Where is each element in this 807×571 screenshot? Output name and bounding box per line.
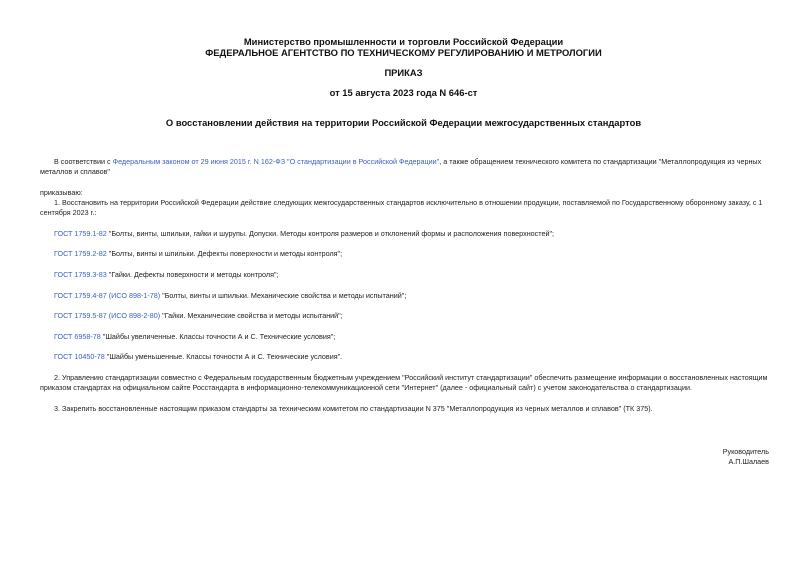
standard-link[interactable]: ГОСТ 6958-78 — [54, 332, 101, 341]
standard-title: "Болты, винты и шпильки. Дефекты поверхности и методы контроля"; — [106, 249, 343, 258]
standard-item — [54, 352, 342, 362]
standard-title: "Гайки. Механические свойства и методы испытаний"; — [160, 311, 343, 320]
intro-suffix: , а также обращением технического комитета по стандартизации "Металлопродукция из черных металлов и сплавов" — [40, 157, 762, 176]
standard-title: "Болты, винты и шпильки. Механические свойства и методы испытаний"; — [160, 291, 407, 300]
standard-title: "Шайбы уменьшенные. Классы точности А и С. Технические условия". — [104, 352, 343, 361]
agency-name: ФЕДЕРАЛЬНОЕ АГЕНТСТВО ПО ТЕХНИЧЕСКОМУ РЕГУЛИРОВАНИЮ И МЕТРОЛОГИИ — [205, 47, 602, 58]
ministry-name: Министерство промышленности и торговли Российской Федерации — [243, 36, 564, 47]
standard-link[interactable]: ГОСТ 1759.4-87 (ИСО 898-1-78) — [54, 291, 161, 300]
intro-paragraph — [40, 157, 780, 177]
order-date: от 15 августа 2023 года N 646-ст — [329, 87, 478, 98]
standard-link[interactable]: ГОСТ 1759.5-87 (ИСО 898-2-80) — [54, 311, 161, 320]
prikazyvayu-text: приказываю: — [40, 188, 83, 197]
standard-item — [54, 229, 554, 239]
order-subject: О восстановлении действия на территории Российской Федерации межгосударственных стандартов — [165, 117, 642, 128]
intro-prefix: В соответствии с — [54, 157, 113, 166]
standard-item — [54, 311, 343, 321]
standard-title: "Гайки. Дефекты поверхности и методы контроля"; — [106, 270, 279, 279]
standard-link[interactable]: ГОСТ 1759.2-82 — [54, 249, 107, 258]
standard-title: "Болты, винты, шпильки, гайки и шурупы. Допуски. Методы контроля размеров и отклонений формы и расположения поверхностей"; — [106, 229, 555, 238]
standard-item — [54, 291, 406, 301]
standard-item — [54, 270, 279, 280]
item-1-paragraph: 1. Восстановить на территории Российской Федерации действие следующих межгосударственных стандартов исключительно в отношении продукции, поставляемой по Государственному оборонному заказу, с 1 сентября 2023 г.: — [40, 198, 763, 217]
standard-item — [54, 332, 335, 342]
item-2-paragraph: 2. Управлению стандартизации совместно с Федеральным государственным бюджетным учреждением "Российский институт стандартизации" обеспечить размещение информации о восстановленных настоящим приказом стандартах на официальном сайте Росстандарта в информационно-телекоммуникационной сети "Интернет" (далее - официальный сайт) с учетом законодательства о стандартизации. — [40, 373, 768, 392]
item-3-paragraph: 3. Закрепить восстановленные настоящим приказом стандарты за техническим комитетом по стандартизации N 375 "Металлопродукция из черных металлов и сплавов" (ТК 375). — [54, 404, 653, 413]
standard-item — [54, 249, 342, 259]
signatory-name: А.П.Шалаев — [728, 457, 769, 466]
standard-link[interactable]: ГОСТ 1759.1-82 — [54, 229, 107, 238]
standard-title: "Шайбы увеличенные. Классы точности А и С. Технические условия"; — [100, 332, 336, 341]
signatory-role: Руководитель — [722, 447, 769, 456]
law-link[interactable]: Федеральным законом от 29 июня 2015 г. N 162-ФЗ "О стандартизации в Российской Федерации" — [112, 157, 440, 166]
standard-link[interactable]: ГОСТ 10450-78 — [54, 352, 105, 361]
standard-link[interactable]: ГОСТ 1759.3-83 — [54, 270, 107, 279]
order-title: ПРИКАЗ — [384, 67, 423, 78]
